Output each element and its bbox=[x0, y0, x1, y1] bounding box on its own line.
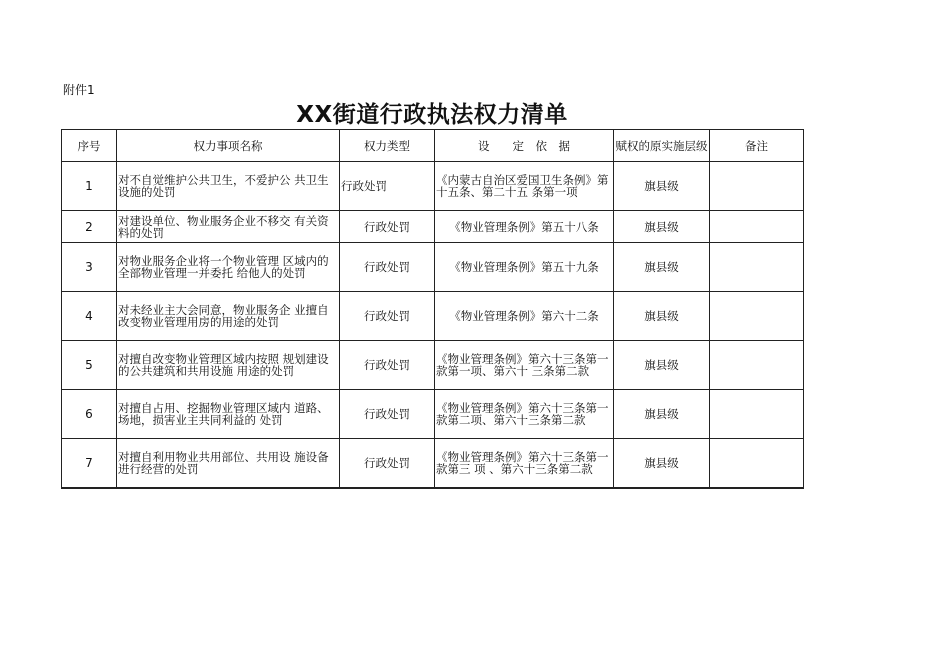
row-serial: 2 bbox=[62, 211, 117, 243]
row-serial: 1 bbox=[62, 162, 117, 211]
header-remarks: 备注 bbox=[710, 130, 804, 162]
row-item-name: 对擅自占用、挖掘物业管理区域内 道路、场地，损害业主共同利益的 处罚 bbox=[117, 390, 340, 439]
row-power-type: 行政处罚 bbox=[340, 439, 435, 488]
attachment-label: 附件1 bbox=[63, 83, 95, 97]
row-serial: 7 bbox=[62, 439, 117, 488]
row-remarks bbox=[710, 439, 804, 488]
row-original-level: 旗县级 bbox=[614, 211, 710, 243]
row-power-type: 行政处罚 bbox=[340, 341, 435, 390]
header-original-level: 赋权的原实施层级 bbox=[614, 130, 710, 162]
row-remarks bbox=[710, 243, 804, 292]
table-row bbox=[62, 439, 804, 488]
table-row bbox=[62, 211, 804, 243]
header-power-type: 权力类型 bbox=[340, 130, 435, 162]
row-item-name: 对建设单位、物业服务企业不移交 有关资料的处罚 bbox=[117, 211, 340, 243]
row-power-type: 行政处罚 bbox=[340, 390, 435, 439]
row-remarks bbox=[710, 211, 804, 243]
row-original-level: 旗县级 bbox=[614, 439, 710, 488]
table-row bbox=[62, 390, 804, 439]
row-serial: 6 bbox=[62, 390, 117, 439]
row-legal-basis: 《物业管理条例》第六十三条第一款第三 项 、第六十三条第二款 bbox=[435, 439, 614, 488]
row-power-type: 行政处罚 bbox=[340, 211, 435, 243]
row-remarks bbox=[710, 292, 804, 341]
header-item-name: 权力事项名称 bbox=[117, 130, 340, 162]
page-title: XX街道行政执法权力清单 bbox=[296, 102, 568, 128]
row-original-level: 旗县级 bbox=[614, 341, 710, 390]
row-serial: 4 bbox=[62, 292, 117, 341]
row-item-name: 对擅自利用物业共用部位、共用设 施设备进行经营的处罚 bbox=[117, 439, 340, 488]
row-remarks bbox=[710, 390, 804, 439]
power-list-table bbox=[61, 129, 804, 489]
row-legal-basis: 《物业管理条例》第六十三条第一款第二项、第六十三条第二款 bbox=[435, 390, 614, 439]
row-original-level: 旗县级 bbox=[614, 162, 710, 211]
row-item-name: 对未经业主大会同意，物业服务企 业擅自改变物业管理用房的用途的处罚 bbox=[117, 292, 340, 341]
table-header-row bbox=[62, 130, 804, 162]
row-original-level: 旗县级 bbox=[614, 292, 710, 341]
row-original-level: 旗县级 bbox=[614, 390, 710, 439]
header-serial: 序号 bbox=[62, 130, 117, 162]
row-serial: 5 bbox=[62, 341, 117, 390]
row-power-type: 行政处罚 bbox=[340, 292, 435, 341]
row-legal-basis: 《物业管理条例》第五十八条 bbox=[435, 211, 614, 243]
table-row bbox=[62, 162, 804, 211]
row-item-name: 对擅自改变物业管理区域内按照 规划建设的公共建筑和共用设施 用途的处罚 bbox=[117, 341, 340, 390]
header-legal-basis: 设 定 依 据 bbox=[435, 130, 614, 162]
row-original-level: 旗县级 bbox=[614, 243, 710, 292]
table-row bbox=[62, 243, 804, 292]
row-legal-basis: 《物业管理条例》第六十三条第一款第一项、第六十 三条第二款 bbox=[435, 341, 614, 390]
row-serial: 3 bbox=[62, 243, 117, 292]
row-power-type: 行政处罚 bbox=[340, 162, 435, 211]
row-power-type: 行政处罚 bbox=[340, 243, 435, 292]
row-remarks bbox=[710, 162, 804, 211]
row-legal-basis: 《物业管理条例》第六十二条 bbox=[435, 292, 614, 341]
row-legal-basis: 《内蒙古自治区爱国卫生条例》第十五条、第二十五 条第一项 bbox=[435, 162, 614, 211]
row-item-name: 对不自觉维护公共卫生，不爱护公 共卫生设施的处罚 bbox=[117, 162, 340, 211]
table-row bbox=[62, 341, 804, 390]
table-row bbox=[62, 292, 804, 341]
row-remarks bbox=[710, 341, 804, 390]
row-legal-basis: 《物业管理条例》第五十九条 bbox=[435, 243, 614, 292]
row-item-name: 对物业服务企业将一个物业管理 区域内的全部物业管理一并委托 给他人的处罚 bbox=[117, 243, 340, 292]
